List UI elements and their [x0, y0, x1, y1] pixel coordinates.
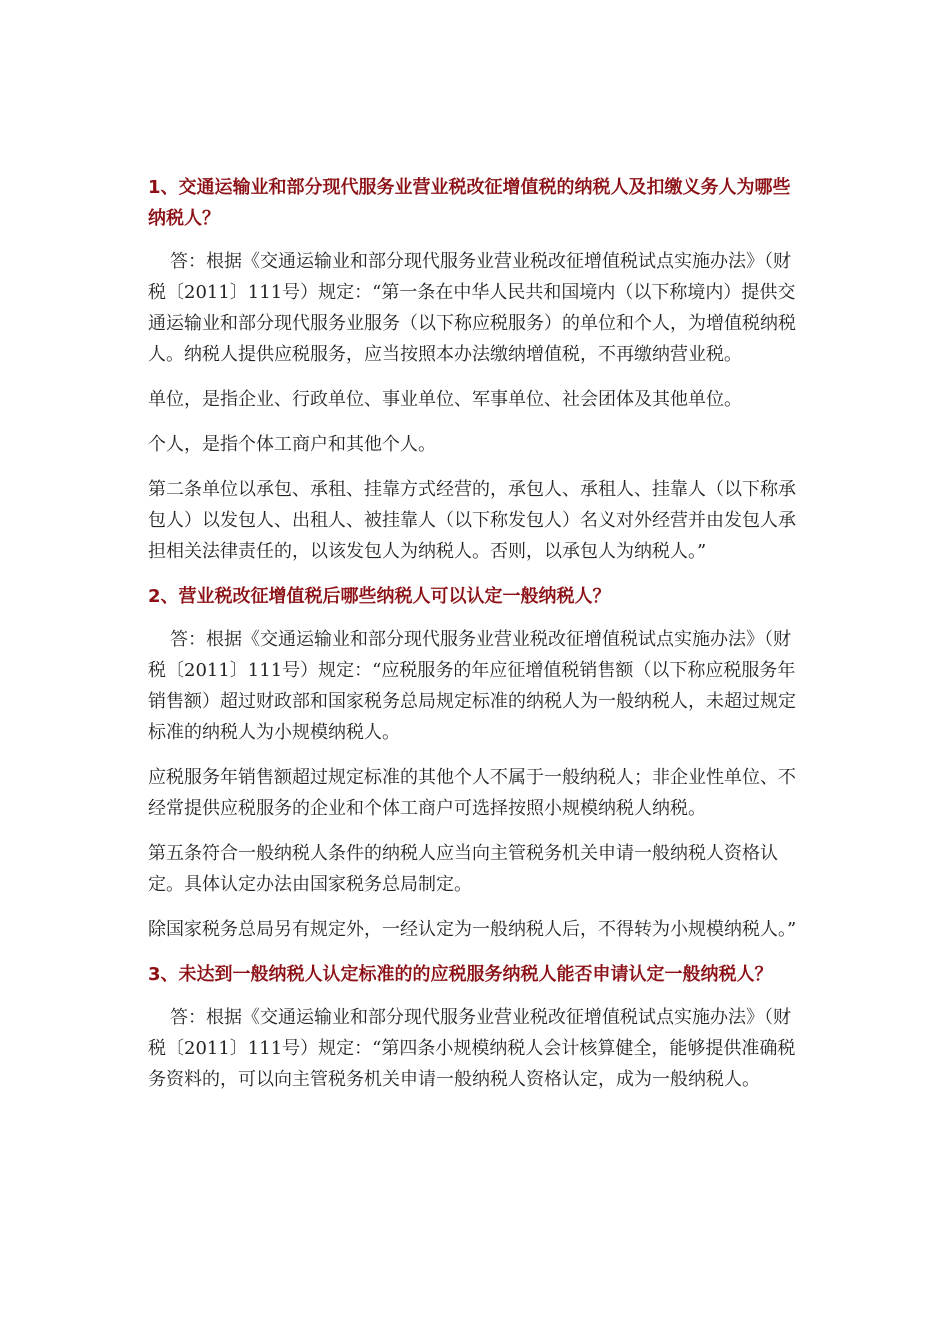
question-1-heading: 1、交通运输业和部分现代服务业营业税改征增值税的纳税人及扣缴义务人为哪些纳税人？	[148, 177, 791, 229]
answer-1-paragraph-2: 单位，是指企业、行政单位、事业单位、军事单位、社会团体及其他单位。	[148, 389, 742, 410]
answer-1-paragraph-4: 第二条单位以承包、承租、挂靠方式经营的，承包人、承租人、挂靠人（以下称承包人）以发包人、出租人、被挂靠人（以下称发包人）名义对外经营并由发包人承担相关法律责任的，以该发包人为纳税人。否则，以承包人为纳税人。”	[148, 479, 796, 562]
answer-2-paragraph-4: 除国家税务总局另有规定外，一经认定为一般纳税人后，不得转为小规模纳税人。”	[148, 919, 797, 940]
answer-1-paragraph-3: 个人，是指个体工商户和其他个人。	[148, 434, 436, 455]
question-3-heading: 3、未达到一般纳税人认定标准的的应税服务纳税人能否申请认定一般纳税人？	[148, 964, 773, 985]
question-2-heading: 2、营业税改征增值税后哪些纳税人可以认定一般纳税人？	[148, 586, 611, 607]
answer-2-paragraph-2: 应税服务年销售额超过规定标准的其他个人不属于一般纳税人；非企业性单位、不经常提供应税服务的企业和个体工商户可选择按照小规模纳税人纳税。	[148, 767, 796, 819]
answer-1-paragraph-1: 答：根据《交通运输业和部分现代服务业营业税改征增值税试点实施办法》（财税〔2011〕111号）规定：“第一条在中华人民共和国境内（以下称境内）提供交通运输业和部分现代服务业服务（以下称应税服务）的单位和个人，为增值税纳税人。纳税人提供应税服务，应当按照本办法缴纳增值税，不再缴纳营业税。	[148, 251, 796, 365]
answer-2-paragraph-3: 第五条符合一般纳税人条件的纳税人应当向主管税务机关申请一般纳税人资格认定。具体认定办法由国家税务总局制定。	[148, 843, 778, 895]
answer-2-paragraph-1: 答：根据《交通运输业和部分现代服务业营业税改征增值税试点实施办法》（财税〔2011〕111号）规定：“应税服务的年应征增值税销售额（以下称应税服务年销售额）超过财政部和国家税务总局规定标准的纳税人为一般纳税人，未超过规定标准的纳税人为小规模纳税人。	[148, 629, 796, 743]
answer-3-paragraph-1: 答：根据《交通运输业和部分现代服务业营业税改征增值税试点实施办法》（财税〔2011〕111号）规定：“第四条小规模纳税人会计核算健全，能够提供准确税务资料的，可以向主管税务机关申请一般纳税人资格认定，成为一般纳税人。	[148, 1007, 796, 1090]
document-body	[148, 172, 808, 1109]
